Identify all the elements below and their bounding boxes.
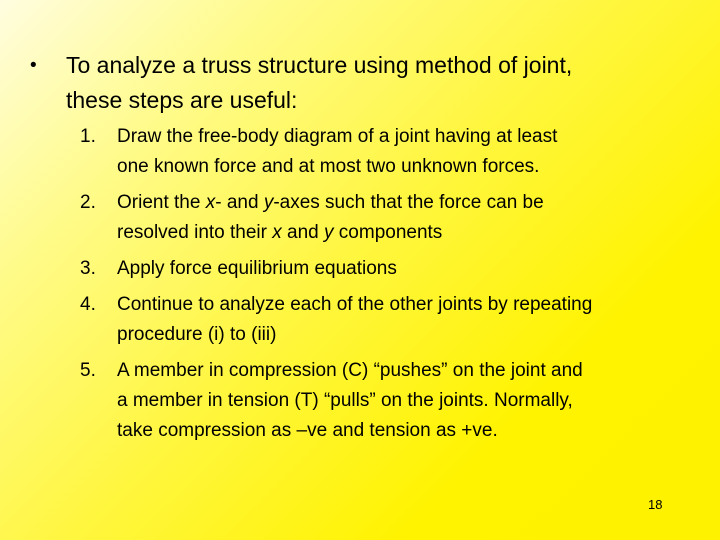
step-text: and xyxy=(281,222,325,243)
step-number: 2. xyxy=(80,192,96,213)
step-text-line: A member in compression (C) “pushes” on the joint and xyxy=(117,360,583,381)
bullet-icon: • xyxy=(30,55,37,76)
step-text-line: Draw the free-body diagram of a joint having at least xyxy=(117,126,558,147)
step-text-line: take compression as –ve and tension as +ve. xyxy=(117,420,498,441)
step-text: Orient the xyxy=(117,192,206,213)
y-symbol: y xyxy=(324,222,334,243)
step-text: components xyxy=(333,222,443,243)
step-number: 1. xyxy=(80,126,96,147)
step-4 xyxy=(80,290,690,350)
intro-text xyxy=(66,48,666,118)
steps-list xyxy=(80,122,690,452)
intro-line-1: To analyze a truss structure using method of joint, xyxy=(66,52,573,78)
step-1 xyxy=(80,122,690,182)
step-number: 3. xyxy=(80,258,96,279)
step-3 xyxy=(80,254,690,284)
step-5 xyxy=(80,356,690,446)
intro-line-2: these steps are useful: xyxy=(66,87,298,113)
step-text: - and xyxy=(215,192,264,213)
step-text-line: procedure (i) to (iii) xyxy=(117,324,277,345)
step-number: 5. xyxy=(80,360,96,381)
step-text: -axes such that the force can be xyxy=(273,192,544,213)
page-number: 18 xyxy=(648,497,663,512)
x-axis-symbol: x xyxy=(205,192,216,213)
y-axis-symbol: y xyxy=(263,192,274,213)
step-text-line: one known force and at most two unknown forces. xyxy=(117,156,540,177)
x-symbol: x xyxy=(272,222,282,243)
step-text-line: Apply force equilibrium equations xyxy=(117,258,397,279)
step-number: 4. xyxy=(80,294,96,315)
step-text-line: Continue to analyze each of the other joints by repeating xyxy=(117,294,593,315)
step-text-line: a member in tension (T) “pulls” on the joints. Normally, xyxy=(117,390,573,411)
step-text: resolved into their xyxy=(117,222,273,243)
step-2 xyxy=(80,188,690,248)
